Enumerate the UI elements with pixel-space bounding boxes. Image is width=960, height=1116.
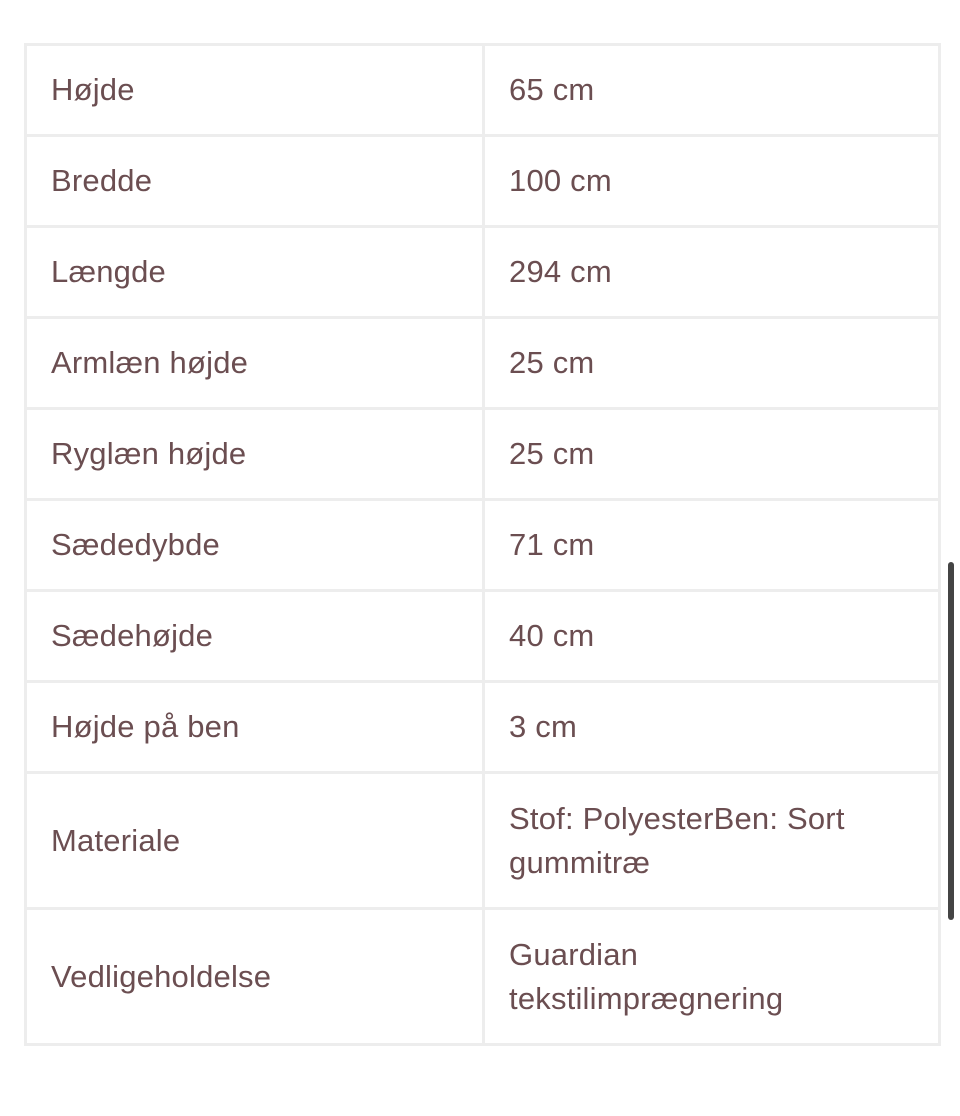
spec-value: 65 cm <box>484 45 940 136</box>
spec-row-material <box>26 773 940 909</box>
spec-row-width <box>26 136 940 227</box>
spec-row-height <box>26 45 940 136</box>
spec-row-maintenance <box>26 909 940 1045</box>
vertical-scrollbar[interactable] <box>948 562 954 920</box>
spec-value: 100 cm <box>484 136 940 227</box>
scrollbar-thumb[interactable] <box>948 562 954 920</box>
spec-value: 3 cm <box>484 682 940 773</box>
spec-label: Højde <box>26 45 484 136</box>
spec-table-body <box>26 45 940 1045</box>
spec-row-armrest-height <box>26 318 940 409</box>
spec-value: 40 cm <box>484 591 940 682</box>
spec-value: Guardian tekstilimprægnering <box>484 909 940 1045</box>
spec-label: Vedligeholdelse <box>26 909 484 1045</box>
spec-label: Materiale <box>26 773 484 909</box>
spec-value: 25 cm <box>484 409 940 500</box>
spec-row-seat-height <box>26 591 940 682</box>
spec-label: Sædehøjde <box>26 591 484 682</box>
product-spec-table <box>24 43 941 1046</box>
spec-label: Bredde <box>26 136 484 227</box>
spec-row-seat-depth <box>26 500 940 591</box>
spec-value: 71 cm <box>484 500 940 591</box>
spec-label: Sædedybde <box>26 500 484 591</box>
spec-row-leg-height <box>26 682 940 773</box>
spec-label: Længde <box>26 227 484 318</box>
spec-label: Højde på ben <box>26 682 484 773</box>
spec-row-backrest-height <box>26 409 940 500</box>
spec-label: Ryglæn højde <box>26 409 484 500</box>
spec-value: 294 cm <box>484 227 940 318</box>
spec-row-length <box>26 227 940 318</box>
spec-value: Stof: PolyesterBen: Sort gummitræ <box>484 773 940 909</box>
spec-value: 25 cm <box>484 318 940 409</box>
spec-label: Armlæn højde <box>26 318 484 409</box>
